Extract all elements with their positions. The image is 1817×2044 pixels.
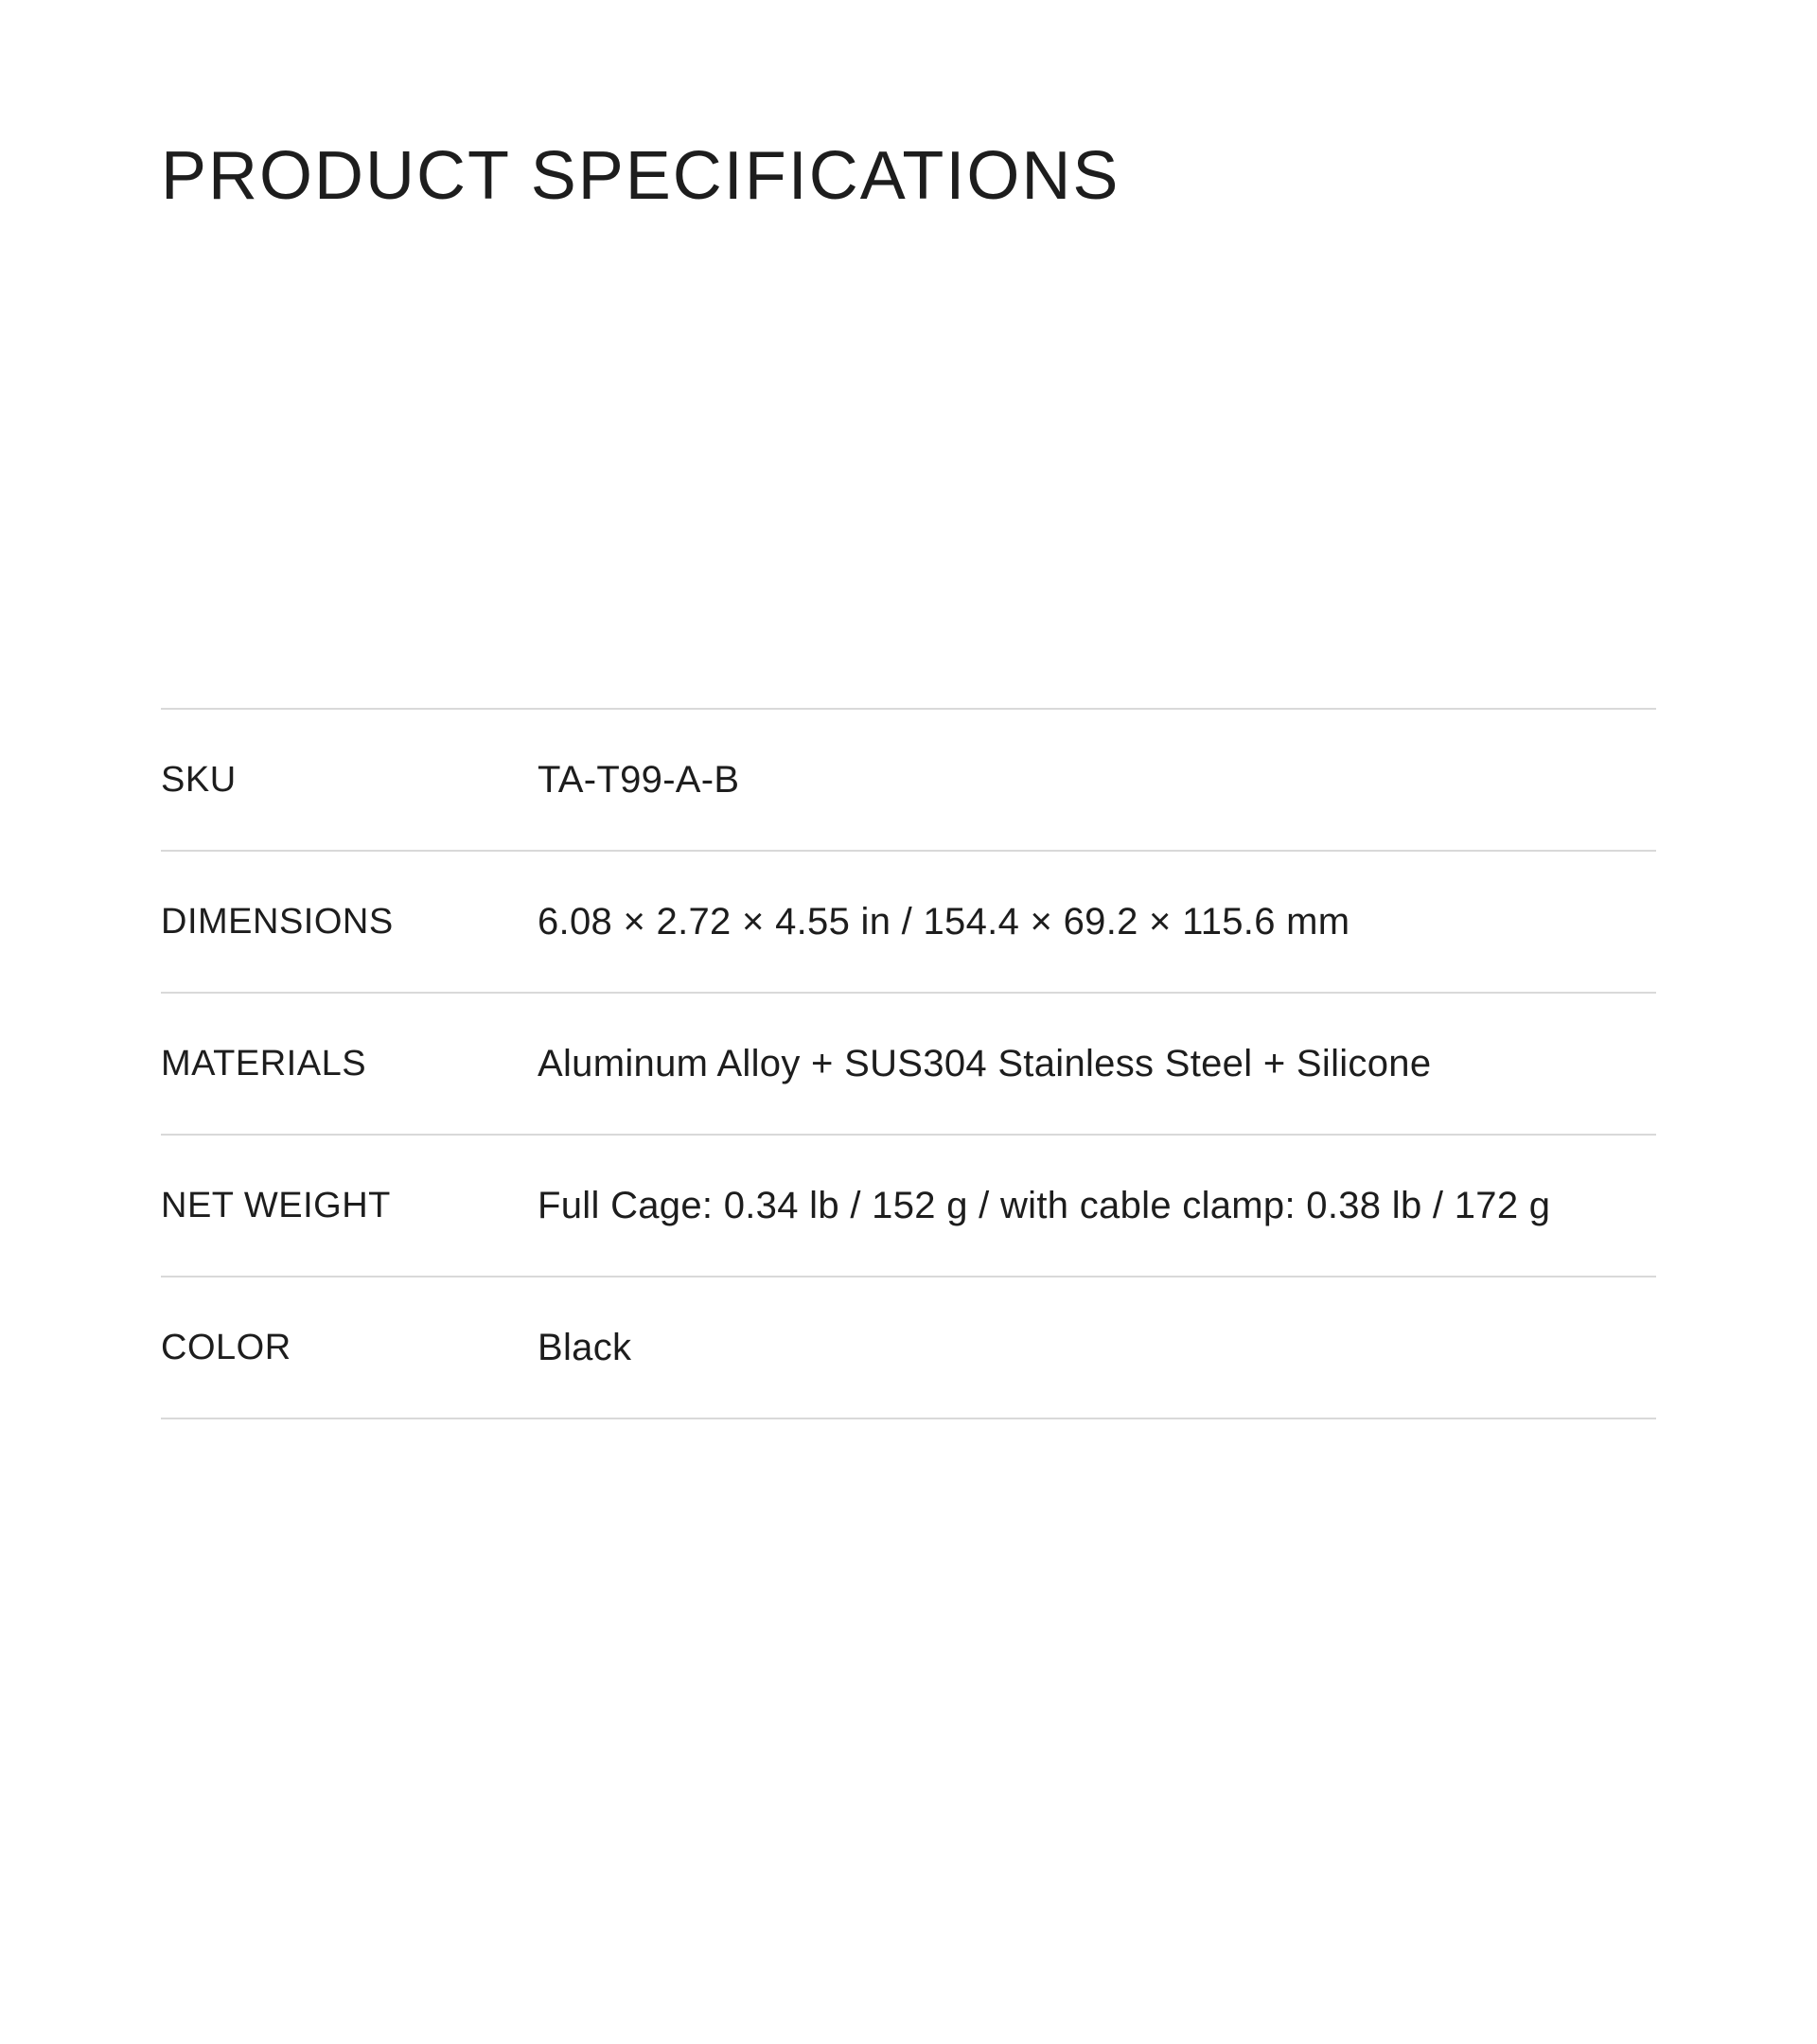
spec-label-dimensions: DIMENSIONS (161, 901, 394, 942)
page-title: PRODUCT SPECIFICATIONS (161, 138, 1120, 214)
spec-label-color: COLOR (161, 1327, 291, 1367)
spec-row-sku (161, 708, 1656, 850)
specifications-table (161, 708, 1656, 1419)
spec-label-materials: MATERIALS (161, 1043, 367, 1084)
spec-row-materials (161, 992, 1656, 1134)
spec-value-net-weight: Full Cage: 0.34 lb / 152 g / with cable clamp: 0.38 lb / 172 g (538, 1184, 1551, 1226)
spec-row-color (161, 1276, 1656, 1418)
spec-value-materials: Aluminum Alloy + SUS304 Stainless Steel + Silicone (538, 1042, 1432, 1084)
spec-label-net-weight: NET WEIGHT (161, 1185, 391, 1225)
spec-row-dimensions (161, 850, 1656, 992)
spec-value-dimensions: 6.08 × 2.72 × 4.55 in / 154.4 × 69.2 × 115.6 mm (538, 900, 1350, 943)
spec-label-sku: SKU (161, 759, 237, 800)
spec-value-sku: TA-T99-A-B (538, 758, 740, 801)
spec-row-net-weight (161, 1134, 1656, 1276)
spec-value-color: Black (538, 1326, 632, 1368)
